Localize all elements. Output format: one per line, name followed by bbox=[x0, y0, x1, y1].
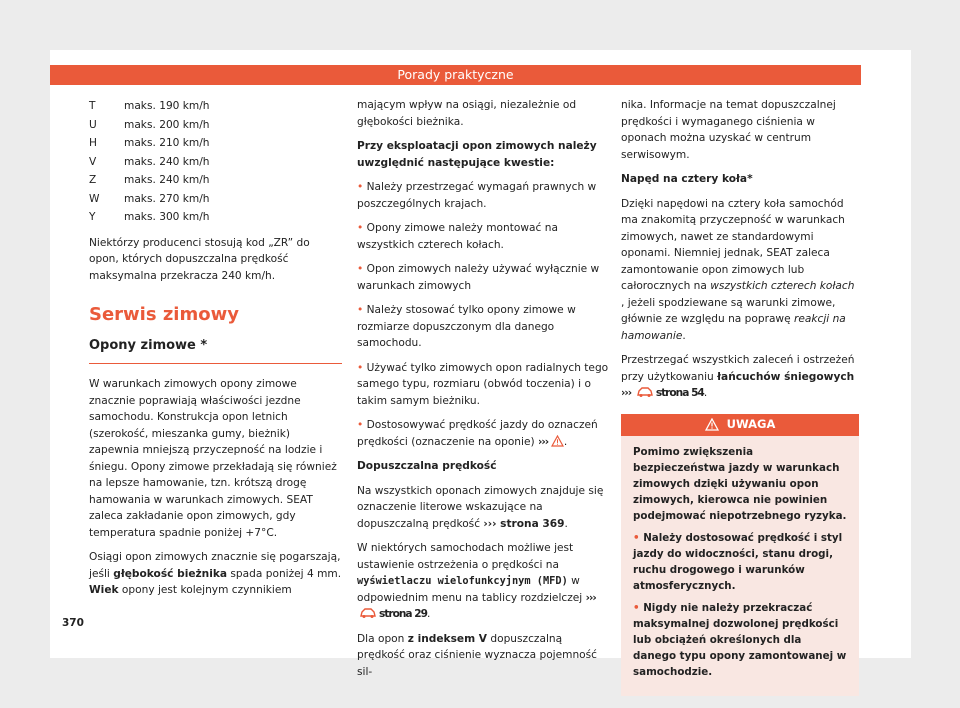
column-2 bbox=[357, 97, 610, 688]
permitted-speed-heading: Dopuszczalna prędkość bbox=[357, 460, 497, 472]
bullet-icon: • bbox=[357, 222, 364, 234]
text-run: , jeżeli spodziewane są warunki zimowe, głównie ze względu na poprawę bbox=[621, 296, 836, 325]
car-book-icon bbox=[359, 607, 377, 619]
warning-triangle-icon bbox=[551, 435, 564, 447]
awd-heading: Napęd na cztery koła* bbox=[621, 173, 753, 185]
text-run: . bbox=[682, 329, 686, 342]
page-number: 370 bbox=[62, 617, 84, 629]
page-reference-link[interactable]: ››› strona 369 bbox=[483, 517, 565, 530]
warning-item bbox=[633, 530, 847, 594]
speed-index-value: maks. 200 km/h bbox=[124, 118, 210, 131]
warning-header bbox=[621, 414, 859, 436]
text-run: w odpowiednim menu na tablicy rozdzielczej bbox=[357, 575, 583, 604]
bullet-item bbox=[357, 261, 610, 294]
warning-item-text: Nigdy nie należy przekraczać maksymalnej dozwolonej prędkości lub obciążeń określonych dla danego typu opony zamontowanej w samochodzie. bbox=[633, 601, 847, 678]
winter-tyres-paragraph: W warunkach zimowych opony zimowe znacznie poprawiają właściwości jezdne samochodu. Konstrukcja opon letnich (szerokość, mieszanka gumy, bieżnik) zapewnia mniejszą przyczepność na lodzie i śniegu. Opony zimowe przekładają się również na lepsze hamowanie, tzn. krótszą drogę hamowania w warunkach zimowych. SEAT zaleca zakładanie opon zimowych, gdy temperatura spadnie poniżej +7°C. bbox=[89, 378, 337, 539]
speed-index-letter: W bbox=[89, 192, 100, 205]
text-run: . bbox=[564, 517, 568, 530]
text-bold: głębokość bieżnika bbox=[113, 567, 228, 580]
ref-arrow: ››› bbox=[538, 435, 549, 448]
text-run: opony jest kolejnym czynnikiem bbox=[118, 584, 292, 596]
speed-index-letter: Z bbox=[89, 174, 97, 186]
bullet-icon: • bbox=[357, 263, 364, 275]
bullet-icon: • bbox=[357, 419, 364, 431]
speed-row bbox=[89, 171, 342, 190]
speed-index-letter: V bbox=[89, 155, 97, 168]
bullet-text: Używać tylko zimowych opon radialnych tego samego typu, rozmiaru (obwód toczenia) i o takim samym bieżniku. bbox=[357, 361, 609, 407]
bullet-icon: • bbox=[357, 361, 364, 374]
usage-heading: Przy eksploatacji opon zimowych należy uwzględnić następujące kwestie: bbox=[357, 140, 597, 169]
text-run: . bbox=[703, 387, 708, 399]
text-run: Osiągi opon zimowych znacznie się pogarszają, jeśli bbox=[89, 551, 341, 580]
warning-intro: Pomimo zwiększenia bezpieczeństwa jazdy w warunkach zimowych dzięki używaniu opon zimowych, kierowca nie powinien podejmować niepotrzebnego ryzyka. bbox=[633, 445, 847, 522]
ref-arrow: ››› bbox=[585, 591, 596, 604]
speed-index-value: maks. 210 km/h bbox=[124, 137, 210, 149]
speed-index-letter: Y bbox=[89, 211, 96, 223]
bullet-text: Opon zimowych należy używać wyłącznie w warunkach zimowych bbox=[357, 263, 600, 292]
speed-row bbox=[89, 97, 342, 116]
text-bold: łańcuchów śniegowych bbox=[717, 370, 855, 383]
page-header: Porady praktyczne bbox=[50, 65, 861, 85]
text-run: dopuszczalną prędkość oraz ciśnienie wyznacza pojemność sil- bbox=[357, 632, 598, 678]
bullet-icon: • bbox=[357, 304, 364, 316]
speed-index-letter: U bbox=[89, 118, 97, 131]
speed-index-value: maks. 240 km/h bbox=[124, 155, 210, 168]
text-run: Dzięki napędowi na cztery koła samochód ma znakomitą przyczepność w warunkach zimowych, nawet ze standardowymi oponami. Niemniej jednak, SEAT zaleca zamontowanie opon zimowych lub całorocznych na bbox=[621, 197, 845, 292]
bullet-text: Należy stosować tylko opony zimowe w rozmiarze dopuszczonym dla danego samochodu. bbox=[357, 304, 576, 349]
speed-index-value: maks. 300 km/h bbox=[124, 211, 210, 223]
text-run: W niektórych samochodach możliwe jest ustawienie ostrzeżenia o prędkości na bbox=[357, 542, 574, 571]
snow-chains-paragraph bbox=[621, 352, 859, 402]
mfd-label: wyświetlaczu wielofunkcyjnym (MFD) bbox=[357, 575, 568, 587]
bullet-item: • Dostosowywać prędkość jazdy do oznaczeń prędkości (oznaczenie na oponie) ››› . bbox=[357, 419, 598, 448]
warning-label: UWAGA bbox=[726, 417, 776, 432]
page-reference-link[interactable] bbox=[621, 387, 704, 399]
continued-paragraph: mającym wpływ na osiągi, niezależnie od głębokości bieżnika. bbox=[357, 99, 577, 128]
speed-index-letter: H bbox=[89, 137, 97, 149]
speed-warning-paragraph bbox=[357, 540, 610, 623]
speed-index-value: maks. 270 km/h bbox=[124, 192, 210, 205]
speed-marking-paragraph bbox=[357, 483, 610, 533]
warning-item-text: Należy dostosować prędkość i styl jazdy do widoczności, stanu drogi, ruchu drogowego i warunków atmosferycznych. bbox=[633, 531, 843, 592]
bullet-item bbox=[357, 179, 610, 212]
text-run: Dla opon bbox=[357, 632, 408, 645]
text-bold: Wiek bbox=[89, 584, 119, 596]
speed-row bbox=[89, 134, 342, 153]
speed-index-table bbox=[89, 97, 342, 227]
warning-triangle-icon bbox=[705, 418, 719, 431]
zr-note: Niektórzy producenci stosują kod „ZR” do opon, których dopuszczalna prędkość maksymalna przekracza 240 km/h. bbox=[89, 236, 310, 282]
subsection-title: Opony zimowe * bbox=[89, 338, 342, 365]
v-index-paragraph bbox=[357, 631, 610, 681]
text-run: Na wszystkich oponach zimowych znajduje się oznaczenie literowe wskazujące na dopuszczalną prędkość bbox=[357, 484, 604, 530]
speed-row bbox=[89, 190, 342, 209]
bullet-icon: • bbox=[633, 531, 640, 544]
column-1 bbox=[89, 97, 342, 607]
awd-paragraph bbox=[621, 196, 859, 345]
bullet-text: Dostosowywać prędkość jazdy do oznaczeń prędkości (oznaczenie na oponie) bbox=[357, 419, 598, 448]
bullet-text: Opony zimowe należy montować na wszystkich czterech kołach. bbox=[357, 222, 558, 251]
warning-box bbox=[621, 414, 859, 696]
text-run: Przestrzegać wszystkich zaleceń i ostrzeżeń przy użytkowaniu bbox=[621, 354, 855, 383]
speed-row bbox=[89, 208, 342, 227]
text-bold: z indeksem V bbox=[407, 632, 487, 645]
bullet-item bbox=[357, 360, 610, 410]
tread-age-paragraph bbox=[89, 549, 342, 599]
car-book-icon bbox=[636, 386, 654, 398]
column-3 bbox=[621, 97, 859, 696]
warning-item bbox=[633, 600, 847, 680]
ref-page: strona 29 bbox=[379, 608, 427, 620]
speed-row bbox=[89, 116, 342, 135]
ref-arrow: ››› bbox=[621, 387, 632, 399]
text-run: . bbox=[427, 608, 431, 620]
bullet-item bbox=[357, 220, 610, 253]
ref-page: strona 54 bbox=[655, 387, 704, 399]
speed-index-letter: T bbox=[89, 100, 96, 112]
bullet-icon: • bbox=[633, 601, 640, 614]
speed-index-value: maks. 240 km/h bbox=[124, 174, 210, 186]
section-title: Serwis zimowy bbox=[89, 304, 239, 325]
warning-reference-link[interactable] bbox=[538, 436, 564, 448]
text-italic: reakcji na hamowanie bbox=[621, 313, 846, 342]
warning-body bbox=[621, 436, 859, 680]
text-italic: wszystkich czterech kołach bbox=[710, 280, 855, 292]
continued-paragraph: nika. Informacje na temat dopuszczalnej prędkości i wymaganego ciśnienia w oponach można uzyskać w centrum serwisowym. bbox=[621, 99, 836, 161]
text-run: spada poniżej 4 mm. bbox=[227, 567, 342, 580]
bullet-item bbox=[357, 302, 610, 352]
speed-row bbox=[89, 153, 342, 172]
speed-index-value: maks. 190 km/h bbox=[124, 100, 210, 112]
bullet-icon: • bbox=[357, 181, 364, 193]
bullet-text: Należy przestrzegać wymagań prawnych w poszczególnych krajach. bbox=[357, 181, 597, 210]
